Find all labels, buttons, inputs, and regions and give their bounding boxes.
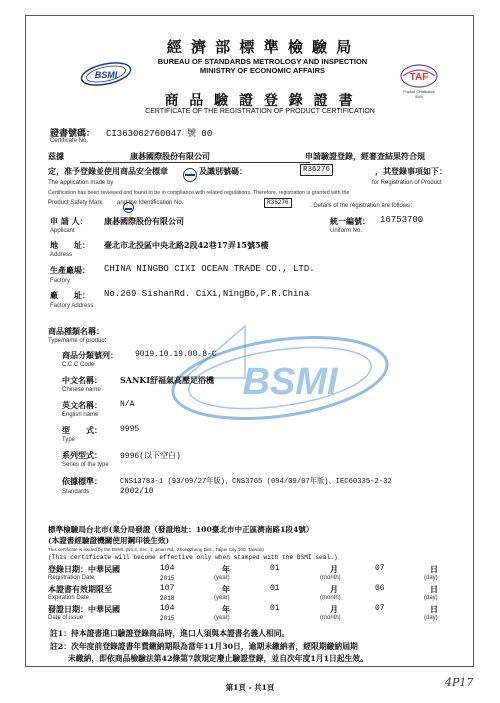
watermark-text: BSMI: [242, 361, 338, 403]
applicant-value: 康碁國際股份有限公司: [104, 216, 184, 226]
svg-text:Product Certification: Product Certification: [403, 90, 435, 94]
statement-en-1: The application made by: [48, 180, 114, 186]
issue-zh-2: (本證書經驗證機關使用鋼印後生效): [48, 536, 170, 545]
type-label-zh: 型 式：: [62, 425, 102, 435]
issue-zh-1: 標準檢驗局台北市(業分局發證（發證地址：100臺北市中正區濟南路1段4號）: [48, 525, 314, 534]
product-label-en: Type/name of product: [48, 338, 107, 344]
statement-zh-3: 定，准予登錄並使用商品安全標章: [48, 166, 168, 176]
taf-logo: [397, 62, 441, 100]
svg-text:0000: 0000: [415, 95, 423, 99]
expiration-month-unit: 月: [330, 584, 338, 594]
issue-day-unit-en: (day): [424, 615, 438, 621]
expiration-date-label-zh: 本證書有效期限至: [48, 584, 112, 594]
statement-zh-1: 茲據: [48, 151, 64, 161]
page-number: 第1頁 - 共1頁: [225, 683, 275, 692]
ministry-title-en: MINISTRY OF ECONOMIC AFFAIRS: [199, 66, 326, 75]
registration-month: 01: [270, 564, 280, 573]
issue-month-unit-en: (month): [320, 615, 341, 621]
english-name-label-en: English name: [62, 412, 99, 418]
expiration-year-unit: 年: [222, 584, 230, 594]
standards-label-en: Standards: [62, 489, 90, 495]
factory-value: CHINA NINGBO CIXI OCEAN TRADE CO., LTD.: [104, 264, 315, 274]
factory-address-label-en: Factory Address: [50, 303, 94, 309]
certificate-title-zh: 商 品 驗 證 登 錄 證 書: [164, 93, 356, 109]
chinese-name-value: SANKI舒福氣高壓足浴機: [120, 375, 214, 385]
expiration-day: 06: [375, 584, 385, 593]
statement-company: 康碁國際股份有限公司: [130, 151, 210, 161]
uniform-no-value: 16753700: [380, 215, 424, 225]
bsmi-logo-text: BSMI: [94, 70, 118, 80]
expiration-year-ad: 2018: [160, 595, 175, 602]
expiration-month: 01: [270, 584, 280, 593]
statement-zh-4: 及識別號碼：: [199, 166, 247, 176]
issue-day-unit: 日: [430, 604, 438, 614]
bsmi-logo: [78, 58, 134, 90]
note-2-line-2: 未繳納，即依商品檢驗法第42條第7款規定廢止驗證登錄，並自次年度1月1日起生效。: [68, 654, 369, 663]
registration-date-label-zh: 登錄日期：中華民國: [48, 564, 120, 574]
factory-address-value: No.269 SishanRd. CiXi,NingBo,P.R.China: [104, 289, 310, 299]
address-label-en: Address: [50, 252, 73, 258]
bureau-title-en: BUREAU OF STANDARDS METROLOGY AND INSPECTION: [157, 57, 368, 66]
factory-label-en: Factory: [50, 278, 71, 284]
registration-year-unit-en: (year): [214, 575, 230, 581]
issue-date-label-zh: 發證日期：中華民國: [48, 604, 120, 614]
address-value: 臺北市北投區中央北路2段42巷17弄15號5樓: [104, 240, 269, 250]
registration-date-label-en: Registration Date: [48, 575, 95, 581]
bureau-title-zh: 經 濟 部 標 準 檢 驗 局: [166, 38, 354, 56]
issue-year-unit: 年: [222, 604, 230, 614]
chinese-name-label-en: Chinese name: [62, 387, 101, 393]
standards-label-zh: 依據標準：: [62, 476, 102, 486]
type-label-en: Type: [62, 437, 76, 443]
statement-en-2: for Registration of Product: [372, 180, 442, 186]
expiration-day-unit-en: (day): [424, 595, 438, 601]
registration-day-unit-en: (day): [424, 575, 438, 581]
cert-no-label-en: Certificate No.: [50, 138, 89, 144]
expiration-date-label-en: Expiration Date: [48, 595, 90, 601]
standards-value-1: CNS13783-1 (93/09/27年版)、CNS3765 (094/09/07年版)、IEC60335-2-32: [120, 478, 392, 486]
type-value: 9995: [120, 425, 140, 434]
company-underline: [80, 162, 310, 163]
factory-label-zh: 生產廠場：: [50, 265, 90, 275]
series-label-en: Series of the type: [62, 462, 109, 468]
chinese-name-label-zh: 中文名稱：: [62, 375, 102, 385]
note-2-line-1: 註2：次年度前登錄證書年費繳納期限為當年11月30日，逾期未繳納者，經限期繳納屆期: [50, 642, 358, 651]
registration-year-roc: 104: [160, 564, 175, 573]
series-value: 9996(以下空白): [120, 452, 181, 461]
uniform-no-label-en: Uniform No.: [330, 228, 363, 234]
issue-month: 01: [270, 604, 280, 613]
id-code-box-en: R36276: [264, 198, 292, 208]
expiration-year-unit-en: (year): [214, 595, 230, 601]
registration-month-unit: 月: [330, 564, 338, 574]
certificate-title-en: CERTIFICATE OF THE REGISTRATION OF PRODUCT CERTIFICATION: [145, 108, 375, 115]
factory-address-label-zh: 廠 址：: [50, 290, 90, 300]
applicant-label-zh: 申 請 人：: [50, 216, 88, 226]
registration-day: 07: [375, 564, 385, 573]
issue-year-roc: 104: [160, 604, 175, 613]
english-name-label-zh: 英文名稱：: [62, 400, 102, 410]
cert-no-value: CI363062760047 號 00: [106, 129, 213, 139]
english-name-value: N/A: [120, 400, 135, 409]
expiration-year-roc: 107: [160, 584, 175, 593]
product-safety-mark-icon: [183, 168, 197, 182]
statement-en-6: . Details of the registration are follows：: [310, 203, 417, 209]
handwritten-note: 4P17: [445, 676, 474, 689]
id-code-box: R36276: [300, 164, 333, 176]
issue-en-1: This certificate is issued by the BSMI. (No.4, Sec. 1, Jinan Rd., Zhongzheng Dist., Taipei City 100, Taiwan): [48, 547, 264, 552]
issue-year-ad: 2015: [160, 615, 175, 622]
ccc-label-en: C.C.C Code: [62, 362, 95, 368]
product-label-zh: 商品種類名稱：: [48, 326, 104, 336]
cert-no-label-zh: 證書號碼：: [50, 129, 96, 139]
ccc-value: 9019.10.19.00.8-C: [135, 350, 217, 359]
statement-zh-2: 申請驗證登錄，經審查結果符合規: [305, 151, 425, 161]
taf-logo-text: TAF: [409, 72, 429, 83]
address-label-zh: 地 址：: [50, 240, 90, 250]
registration-month-unit-en: (month): [320, 575, 341, 581]
statement-zh-5: ，其登錄事項如下：: [375, 166, 447, 176]
applicant-label-en: Applicant: [50, 228, 75, 234]
expiration-day-unit: 日: [430, 584, 438, 594]
uniform-no-label-zh: 統一編號：: [330, 216, 370, 226]
statement-en-4: Product Safety Mark: [48, 200, 103, 206]
ccc-label-zh: 商品分類號列：: [62, 350, 118, 360]
issue-en-2: (This certificate will become effective only when stamped with the BSMI seal.): [48, 554, 338, 561]
series-label-zh: 系列型式：: [62, 450, 102, 460]
note-1: 註1：持本證書進口驗證登錄商品時，進口人須與本證書名義人相同。: [50, 629, 290, 638]
registration-year-ad: 2015: [160, 575, 175, 582]
issue-month-unit: 月: [330, 604, 338, 614]
expiration-month-unit-en: (month): [320, 595, 341, 601]
statement-en-5: and the Identification No.: [117, 200, 184, 206]
issue-day: 07: [375, 604, 385, 613]
statement-en-3: Certification has been reviewed and found to be in compliance with related regulations. Therefore, registration is granted with the: [48, 190, 350, 196]
standards-value-2: 2002/10: [120, 487, 154, 496]
registration-day-unit: 日: [430, 564, 438, 574]
issue-year-unit-en: (year): [214, 615, 230, 621]
registration-year-unit: 年: [222, 564, 230, 574]
issue-date-label-en: Date of issue: [48, 615, 84, 621]
